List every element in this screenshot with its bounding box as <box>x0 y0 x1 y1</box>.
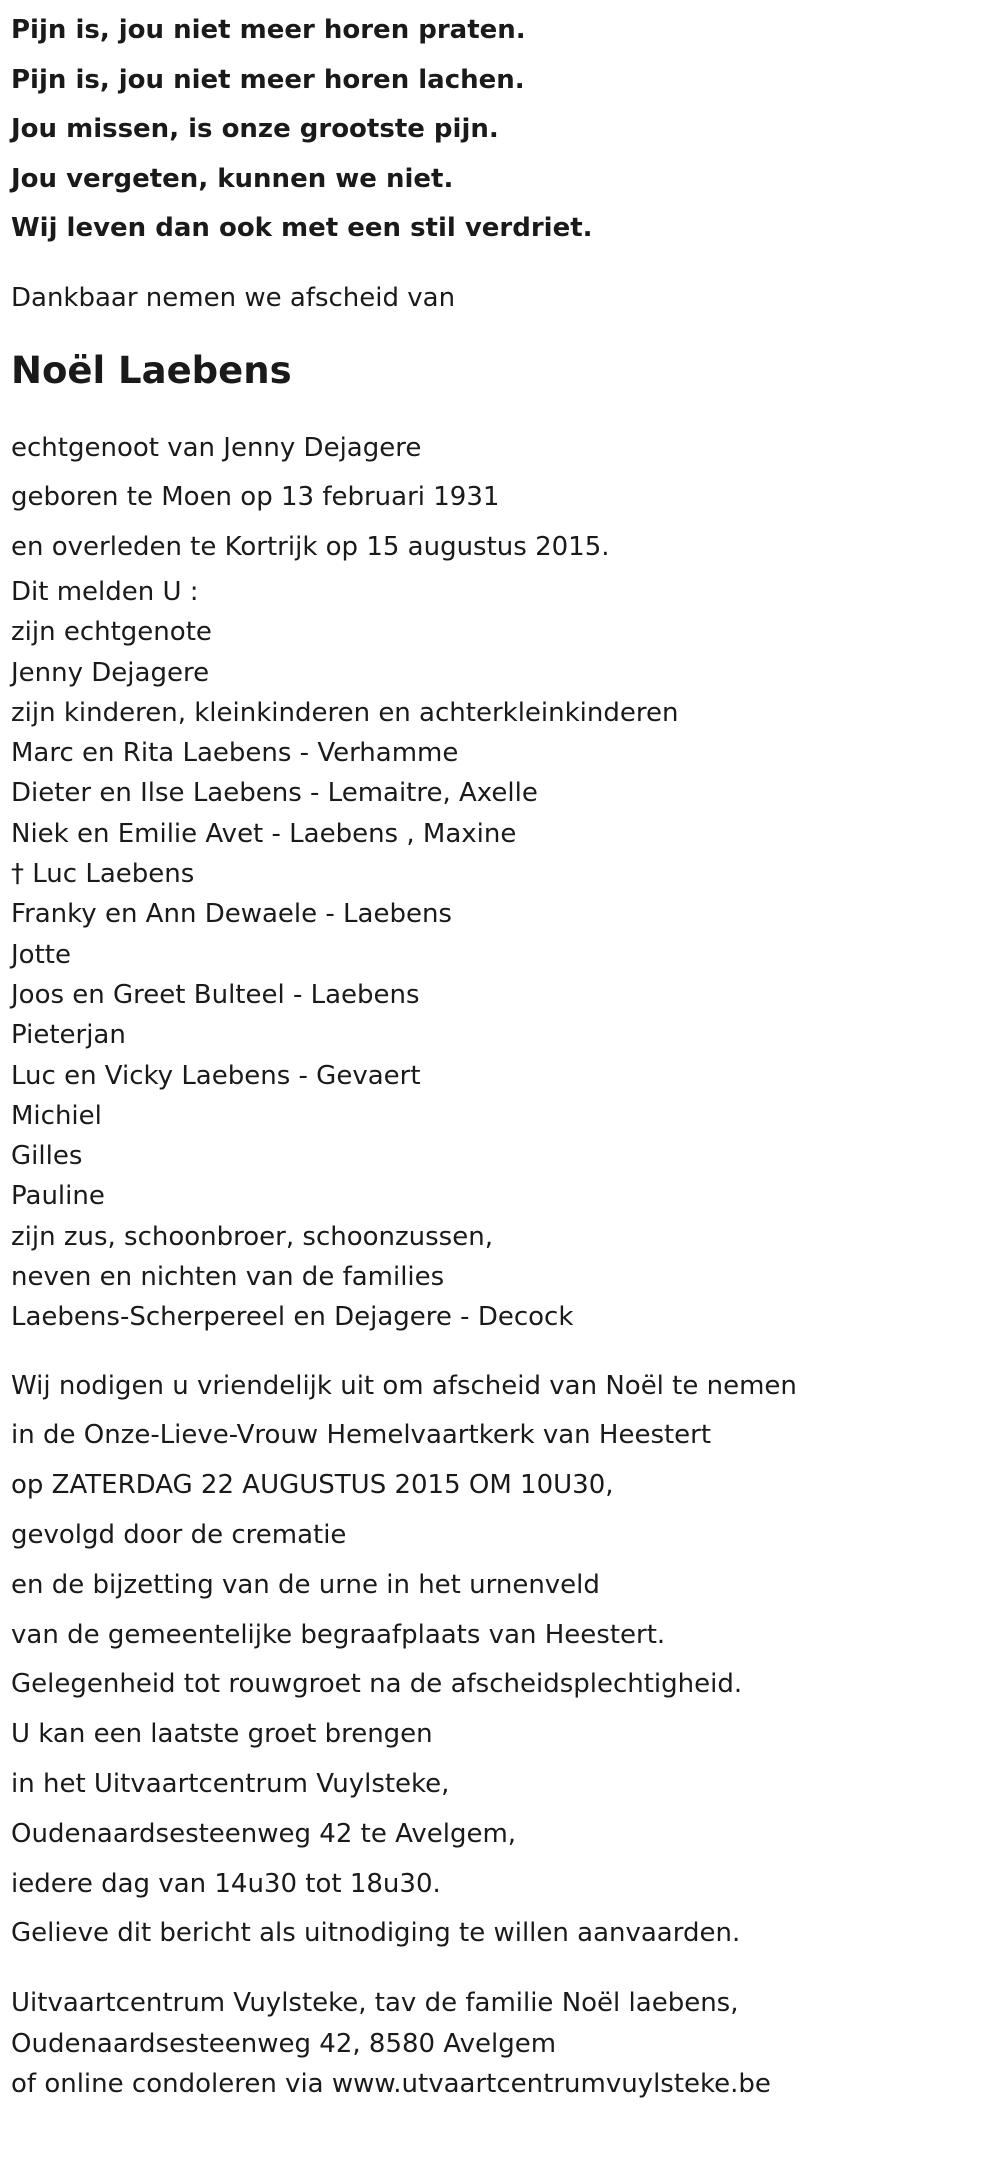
death-line: en overleden te Kortrijk op 15 augustus 2015. <box>11 531 610 562</box>
invitation-line: Gelegenheid tot rouwgroet na de afscheidsplechtigheid. <box>11 1669 743 1700</box>
deceased-name: Noël Laebens <box>11 348 292 392</box>
family-line: zijn echtgenote <box>11 617 212 648</box>
family-line: Dit melden U : <box>11 577 199 607</box>
intro-text: Dankbaar nemen we afscheid van <box>11 282 456 313</box>
birth-line: geboren te Moen op 13 februari 1931 <box>11 482 500 512</box>
contact-line: Uitvaartcentrum Vuylsteke, tav de familie Noël laebens, <box>11 1988 739 2019</box>
family-line: Luc en Vicky Laebens - Gevaert <box>11 1060 421 1091</box>
family-line: Jenny Dejagere <box>11 657 210 688</box>
life-facts <box>11 424 991 573</box>
invitation-line: iedere dag van 14u30 tot 18u30. <box>11 1868 441 1899</box>
poem-line: Jou vergeten, kunnen we niet. <box>11 163 454 194</box>
family-line: Gilles <box>11 1141 83 1172</box>
family-line: Pauline <box>11 1181 105 1212</box>
family-line: Michiel <box>11 1100 102 1131</box>
invitation-line: U kan een laatste groet brengen <box>11 1719 433 1750</box>
contact-line: Oudenaardsesteenweg 42, 8580 Avelgem <box>11 2028 557 2059</box>
poem-line: Pijn is, jou niet meer horen praten. <box>11 15 526 45</box>
family-line: neven en nichten van de families <box>11 1262 445 1293</box>
invitation-line: en de bijzetting van de urne in het urnenveld <box>11 1569 600 1600</box>
spouse-line: echtgenoot van Jenny Dejagere <box>11 432 422 463</box>
family-line: Laebens-Scherpereel en Dejagere - Decock <box>11 1302 574 1333</box>
family-line: † Luc Laebens <box>11 859 195 890</box>
contact-info <box>11 1983 991 2104</box>
invitation-line: in het Uitvaartcentrum Vuylsteke, <box>11 1769 450 1800</box>
obituary-page <box>11 0 991 2104</box>
poem-line: Wij leven dan ook met een stil verdriet. <box>11 213 593 243</box>
invitation-line: van de gemeentelijke begraafplaats van Heestert. <box>11 1619 666 1650</box>
family-line: zijn kinderen, kleinkinderen en achterkleinkinderen <box>11 697 679 728</box>
family-line: Pieterjan <box>11 1020 126 1051</box>
family-line: Marc en Rita Laebens - Verhamme <box>11 738 459 769</box>
family-line: Franky en Ann Dewaele - Laebens <box>11 899 452 930</box>
family-line: Joos en Greet Bulteel - Laebens <box>11 979 420 1010</box>
invitation <box>11 1362 991 1960</box>
family-list <box>11 572 991 1338</box>
invitation-line: Wij nodigen u vriendelijk uit om afscheid van Noël te nemen <box>11 1370 797 1401</box>
family-line: Jotte <box>11 939 71 970</box>
condolence-line: of online condoleren via www.utvaartcentrumvuylsteke.be <box>11 2068 771 2099</box>
invitation-line: op ZATERDAG 22 AUGUSTUS 2015 OM 10U30, <box>11 1470 614 1501</box>
invitation-line: gevolgd door de crematie <box>11 1520 347 1551</box>
poem-line: Jou missen, is onze grootste pijn. <box>11 114 499 144</box>
family-line: Dieter en Ilse Laebens - Lemaitre, Axelle <box>11 778 538 809</box>
invitation-line: in de Onze-Lieve-Vrouw Hemelvaartkerk van Heestert <box>11 1420 712 1451</box>
poem <box>11 6 991 254</box>
invitation-line: Gelieve dit bericht als uitnodiging te willen aanvaarden. <box>11 1918 741 1949</box>
poem-line: Pijn is, jou niet meer horen lachen. <box>11 64 525 95</box>
family-line: Niek en Emilie Avet - Laebens , Maxine <box>11 818 517 849</box>
family-line: zijn zus, schoonbroer, schoonzussen, <box>11 1221 493 1252</box>
invitation-line: Oudenaardsesteenweg 42 te Avelgem, <box>11 1818 517 1849</box>
